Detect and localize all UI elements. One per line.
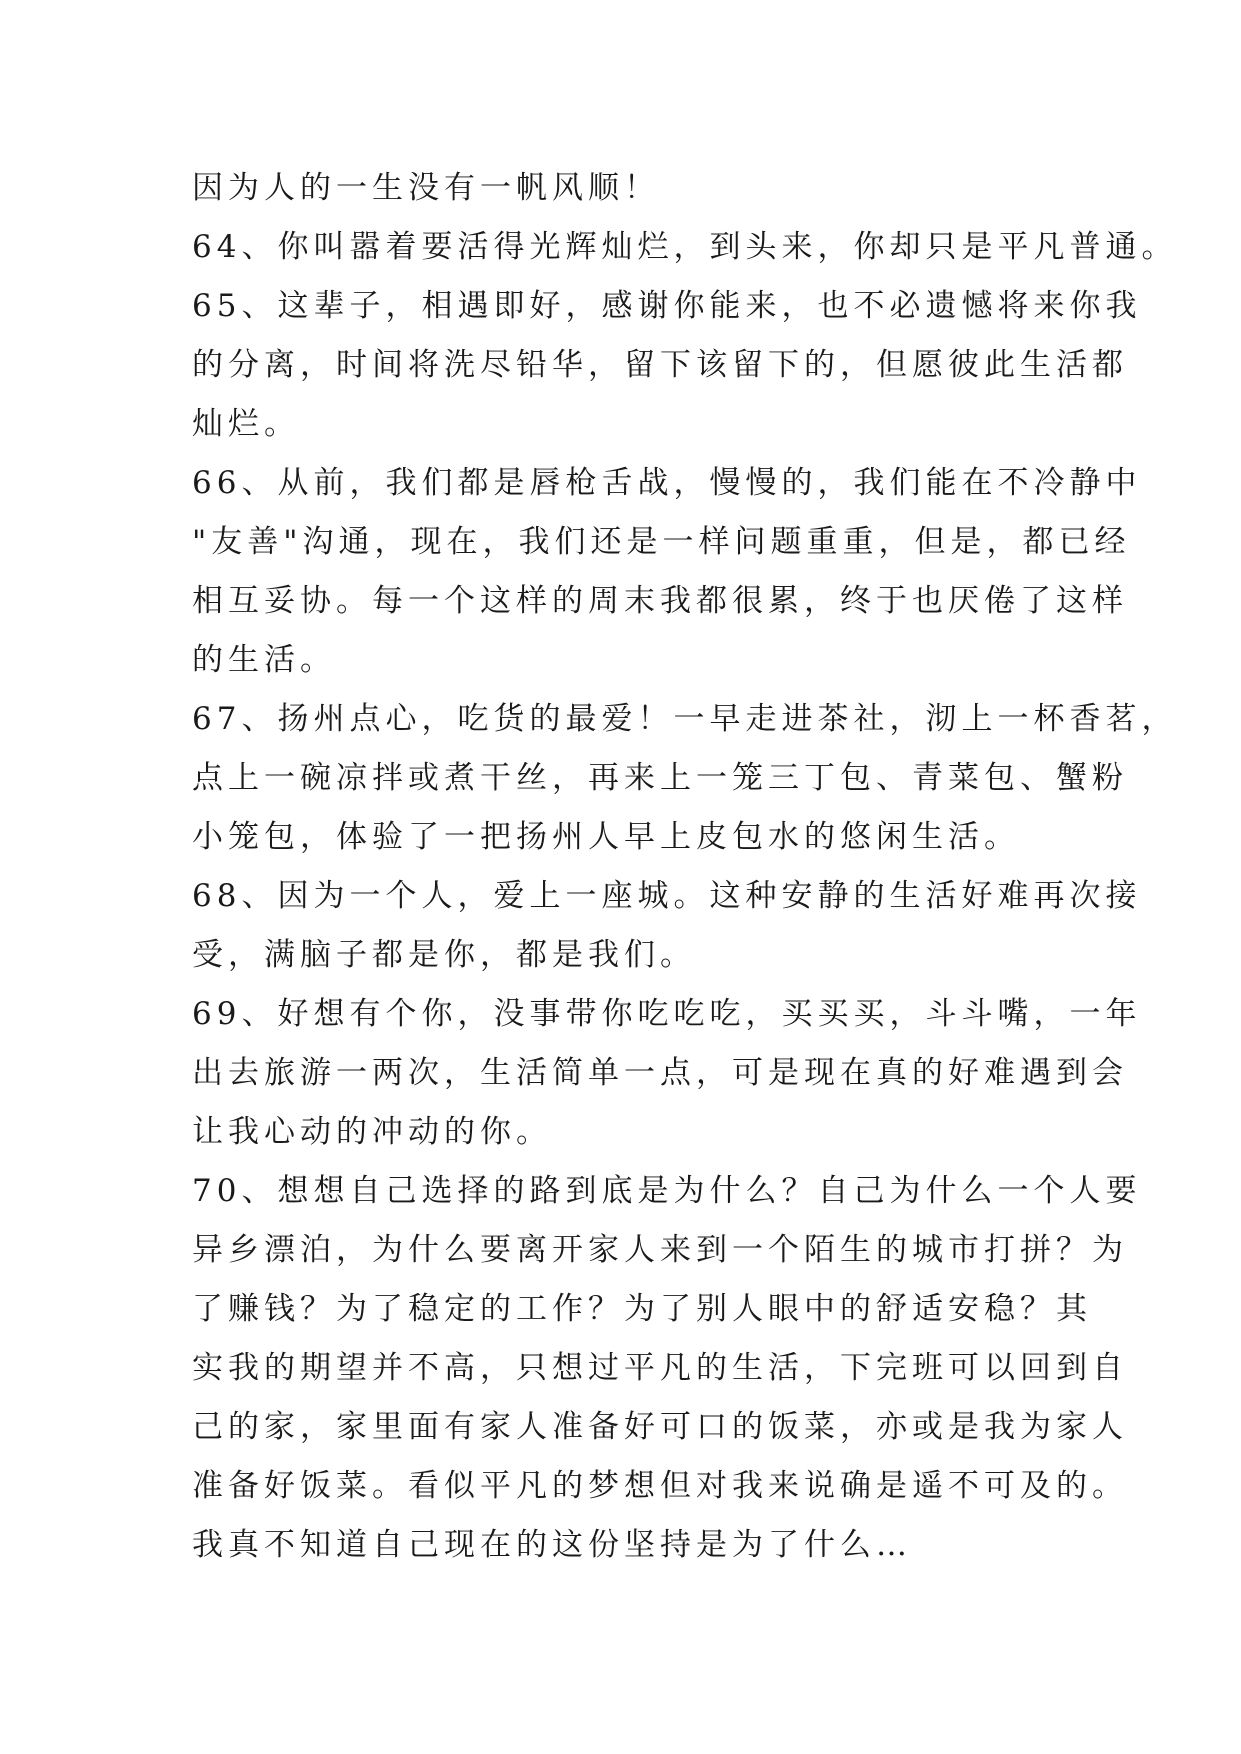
text-line: 64、你叫嚣着要活得光辉灿烂，到头来，你却只是平凡普通。	[192, 229, 1178, 265]
text-line: 我真不知道自己现在的这份坚持是为了什么…	[192, 1527, 912, 1563]
text-line: 让我心动的冲动的你。	[192, 1114, 552, 1150]
text-line: 因为人的一生没有一帆风顺！	[192, 170, 660, 206]
text-line: 出去旅游一两次，生活简单一点，可是现在真的好难遇到会	[192, 1055, 1128, 1091]
text-line: 68、因为一个人，爱上一座城。这种安静的生活好难再次接	[192, 878, 1142, 914]
text-line: 准备好饭菜。看似平凡的梦想但对我来说确是遥不可及的。	[192, 1468, 1128, 1504]
document-body	[192, 159, 1178, 1575]
text-line: 己的家，家里面有家人准备好可口的饭菜，亦或是我为家人	[192, 1409, 1128, 1445]
text-line: 69、好想有个你，没事带你吃吃吃，买买买，斗斗嘴，一年	[192, 996, 1142, 1032]
text-line: 灿烂。	[192, 406, 300, 442]
text-line: 异乡漂泊，为什么要离开家人来到一个陌生的城市打拼？为	[192, 1232, 1128, 1268]
text-line: 了赚钱？为了稳定的工作？为了别人眼中的舒适安稳？其	[192, 1291, 1092, 1327]
text-line: 65、这辈子，相遇即好，感谢你能来，也不必遗憾将来你我	[192, 288, 1142, 324]
text-line: 70、想想自己选择的路到底是为什么？自己为什么一个人要	[192, 1173, 1142, 1209]
text-line: "友善"沟通，现在，我们还是一样问题重重，但是，都已经	[192, 524, 1131, 560]
text-line: 受，满脑子都是你，都是我们。	[192, 937, 696, 973]
text-line: 67、扬州点心，吃货的最爱！一早走进茶社，沏上一杯香茗，	[192, 701, 1178, 737]
text-line: 的生活。	[192, 642, 336, 678]
text-line: 点上一碗凉拌或煮干丝，再来上一笼三丁包、青菜包、蟹粉	[192, 760, 1128, 796]
text-line: 66、从前，我们都是唇枪舌战，慢慢的，我们能在不冷静中	[192, 465, 1142, 501]
text-line: 相互妥协。每一个这样的周末我都很累，终于也厌倦了这样	[192, 583, 1128, 619]
text-line: 的分离，时间将洗尽铅华，留下该留下的，但愿彼此生活都	[192, 347, 1128, 383]
text-line: 小笼包，体验了一把扬州人早上皮包水的悠闲生活。	[192, 819, 1020, 855]
text-line: 实我的期望并不高，只想过平凡的生活，下完班可以回到自	[192, 1350, 1128, 1386]
